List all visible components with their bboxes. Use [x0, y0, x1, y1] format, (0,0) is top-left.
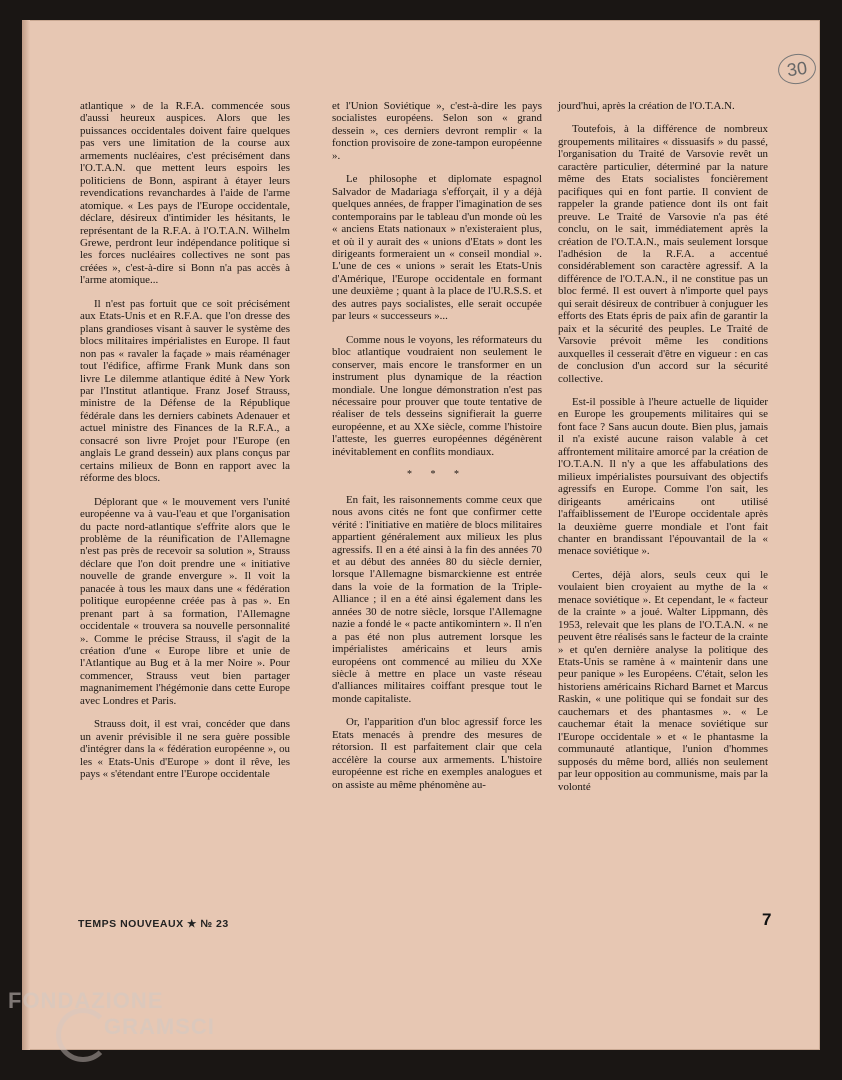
- paragraph: En fait, les raisonnements comme ceux que nous avons cités ne font que confirmer cette vérité : l'initiative en matière de blocs militaires appartient généralement aux milieux les plus agressifs. Il en a été ainsi à la fin des années 70 et au début des années 80 du siècle dernier, lorsque l'Allemagne bismarckienne est entrée dans la voie de la formation de la Triple-Alliance ; il en a été ainsi également dans les années 30 de notre siècle, lorsque l'Allemagne nazie a fondé le « pacte antikomintern ». Il n'en a pas été non plus autrement lorsque les impérialistes américains et leurs amis européens ont commencé au milieu du XXe siècle à mettre en place un vaste réseau d'alliances militaires coiffant presque tout le monde capitaliste.: [332, 493, 542, 705]
- paragraph: Certes, déjà alors, seuls ceux qui le voulaient bien croyaient au mythe de la « menace soviétique ». Et cependant, le « facteur de la crainte » a joué. Walter Lippmann, dès 1953, relevait que les plans de l'O.T.A.N. « ne peuvent être réalisés sans le facteur de la crainte » et qu'en dernière analyse la politique des Etats-Unis se ramène à « maintenir dans une peur panique » les Européens. C'était, selon les historiens américains Richard Barnet et Marcus Raskin, « une politique qui se fondait sur des cauchemars et des phantasmes ». « Le cauchemar était la menace soviétique sur l'Europe occidentale » et « le phantasme la communauté atlantique, l'union d'hommes supposés du même bord, alliés non seulement par leur opposition au communisme, mais par la volonté: [558, 568, 768, 793]
- watermark-g-icon: [56, 1008, 110, 1062]
- watermark-text: FONDAZIONE: [8, 988, 164, 1013]
- paragraph: Il n'est pas fortuit que ce soit précisément aux Etats-Unis et en R.F.A. que l'on dresse des plans grandioses visant à sauver le système des blocs militaires impérialistes en Europe. Il faut non pas « ravaler la façade » mais réaménager tout l'édifice, affirme Frank Munk dans son livre Le dilemme atlantique édité à New York par l'Institut atlantique. Franz Josef Strauss, ministre de la Défense de la République fédérale dans les derniers cabinets Adenauer et actuel ministre des Finances de la R.F.A., a consacré son livre Projet pour l'Europe (en anglais Le grand dessein) aux plans conçus par certains milieux de Bonn en rapport avec la réforme des blocs.: [80, 297, 290, 485]
- journal-footer: [78, 918, 229, 930]
- text-column-1: [80, 100, 290, 792]
- handwritten-page-annotation: 30: [776, 52, 818, 87]
- paragraph: Strauss doit, il est vrai, concéder que dans un avenir prévisible il ne sera guère possible d'intégrer dans la « fédération européenne », ou les « Etats-Unis d'Europe » dont il rêve, les pays « s'étendant entre l'Europe occidentale: [80, 718, 290, 781]
- paragraph: Déplorant que « le mouvement vers l'unité européenne va à vau-l'eau et que l'organisation du pacte nord-atlantique s'effrite alors que le problème de la réunification de l'Allemagne n'est pas près de recevoir sa solution », Strauss déclare que l'on doit prendre une « initiative nouvelle de grande envergure ». Il voit la panacée à tous les maux dans une « fédération politique européenne créée pas à pas ». En prenant part à sa formation, l'Allemagne occidentale « trouvera sa nouvelle personnalité ». Comme le précise Strauss, il s'agit de la création d'une « Europe libre et unie de l'Atlantique au Bug et à la mer Noire ». Pour commencer, Strauss veut bien partager magnanimement l'hégémonie dans cette Europe avec Londres et Paris.: [80, 495, 290, 707]
- text-column-2: [332, 100, 542, 802]
- watermark-text: GRAMSCI: [104, 1014, 215, 1039]
- paragraph: Or, l'apparition d'un bloc agressif force les Etats menacés à prendre des mesures de rétorsion. Il est parfaitement clair que cela accélère la course aux armements. L'histoire européenne est riche en exemples analogues et on assiste au même phénomène au-: [332, 716, 542, 791]
- paragraph: Toutefois, à la différence de nombreux groupements militaires « dissuasifs » du passé, l'organisation du Traité de Varsovie revêt un caractère particulier, déterminé par la nature même des Etats socialistes foncièrement pacifiques qui en font partie. Il convient de rappeler la grande patience dont ils ont fait preuve. Le Traité de Varsovie n'a pas été conclu, on le sait, immédiatement après la création de l'O.T.A.N., mais seulement lorsque l'adhésion de la R.F.A. a accentué considérablement son caractère agressif. A la différence de l'O.T.A.N., il ne constitue pas un bloc fermé. Il est ouvert à n'importe quel pays qui serait désireux de contribuer à conjuguer les efforts des Etats épris de paix afin de garantir la paix et la sécurité des peuples. Le Traité de Varsovie prévoit même les conditions auxquelles il cesserait d'être en vigueur : en cas de conclusion d'un accord sur la sécurité collective.: [558, 123, 768, 385]
- archive-watermark-logo: [8, 988, 228, 1058]
- page-binding-shadow: [22, 20, 30, 1050]
- issue-number: ★ № 23: [187, 918, 229, 930]
- journal-title: TEMPS NOUVEAUX: [78, 918, 184, 930]
- paragraph: et l'Union Soviétique », c'est-à-dire les pays socialistes européens. Selon son « grand dessein », ces derniers devront remplir « la fonction provisoire de zone-tampon européenne ».: [332, 100, 542, 162]
- paragraph: Le philosophe et diplomate espagnol Salvador de Madariaga s'efforçait, il y a déjà quelques années, de frapper l'imagination de ses contemporains par le tableau d'un monde où les « anciens Etats nationaux » n'existeraient plus, et où il y aurait des « unions d'Etats » dont les dirigeants formeraient un « conseil mondial ». L'une de ces « unions » serait les Etats-Unis d'Amérique, l'Europe occidentale en formant une deuxième ; quant à la place de l'U.R.S.S. et des autres pays socialistes, elle serait occupée par leurs « successeurs »...: [332, 173, 542, 323]
- section-separator: * * *: [407, 469, 467, 481]
- paragraph: atlantique » de la R.F.A. commencée sous d'aussi heureux auspices. Alors que les puissances occidentales doivent faire quelques pas vers une limitation de la course aux armements nucléaires, c'est précisément dans l'O.T.A.N. que mettent leurs espoirs les politiciens de Bonn, aspirant à étayer leurs revendications revanchardes à l'aide de l'arme atomique. « Les pays de l'Europe occidentale, déclare, désireux d'intimider les hésitants, le représentant de la R.F.A. à l'O.T.A.N. Wilhelm Grewe, perdront leur indépendance politique si les forces nucléaires collectives ne sont pas créées », c'est-à-dire si Bonn n'a pas accès à l'arme atomique...: [80, 100, 290, 287]
- paragraph: Comme nous le voyons, les réformateurs du bloc atlantique voudraient non seulement le conserver, mais encore le transformer en un instrument plus dynamique de la réaction mondiale. Une longue démonstration n'est pas nécessaire pour prouver que toute tentative de réaliser de tels desseins signifierait la guerre européenne, et au XXe siècle, comme l'histoire l'atteste, les guerres européennes dégénèrent inévitablement en conflits mondiaux.: [332, 333, 542, 458]
- paragraph: Est-il possible à l'heure actuelle de liquider en Europe les groupements militaires qui se font face ? Sans aucun doute. Bien plus, jamais il n'a existé aucune raison valable à cet affrontement militaire amorcé par la création de l'O.T.A.N. Il n'y a que les affabulations des milieux impérialistes poursuivant des objectifs agressifs en Europe. Comme l'on sait, les dirigeants américains ont utilisé l'affaiblissement de l'Europe occidentale après la deuxième guerre mondiale et l'ont fait chanter en brandissant l'épouvantail de la « menace soviétique ».: [558, 395, 768, 558]
- paragraph: jourd'hui, après la création de l'O.T.A.N.: [558, 100, 735, 112]
- text-column-3: [558, 100, 768, 804]
- magazine-page: [22, 20, 820, 1050]
- page-number: 7: [762, 910, 772, 929]
